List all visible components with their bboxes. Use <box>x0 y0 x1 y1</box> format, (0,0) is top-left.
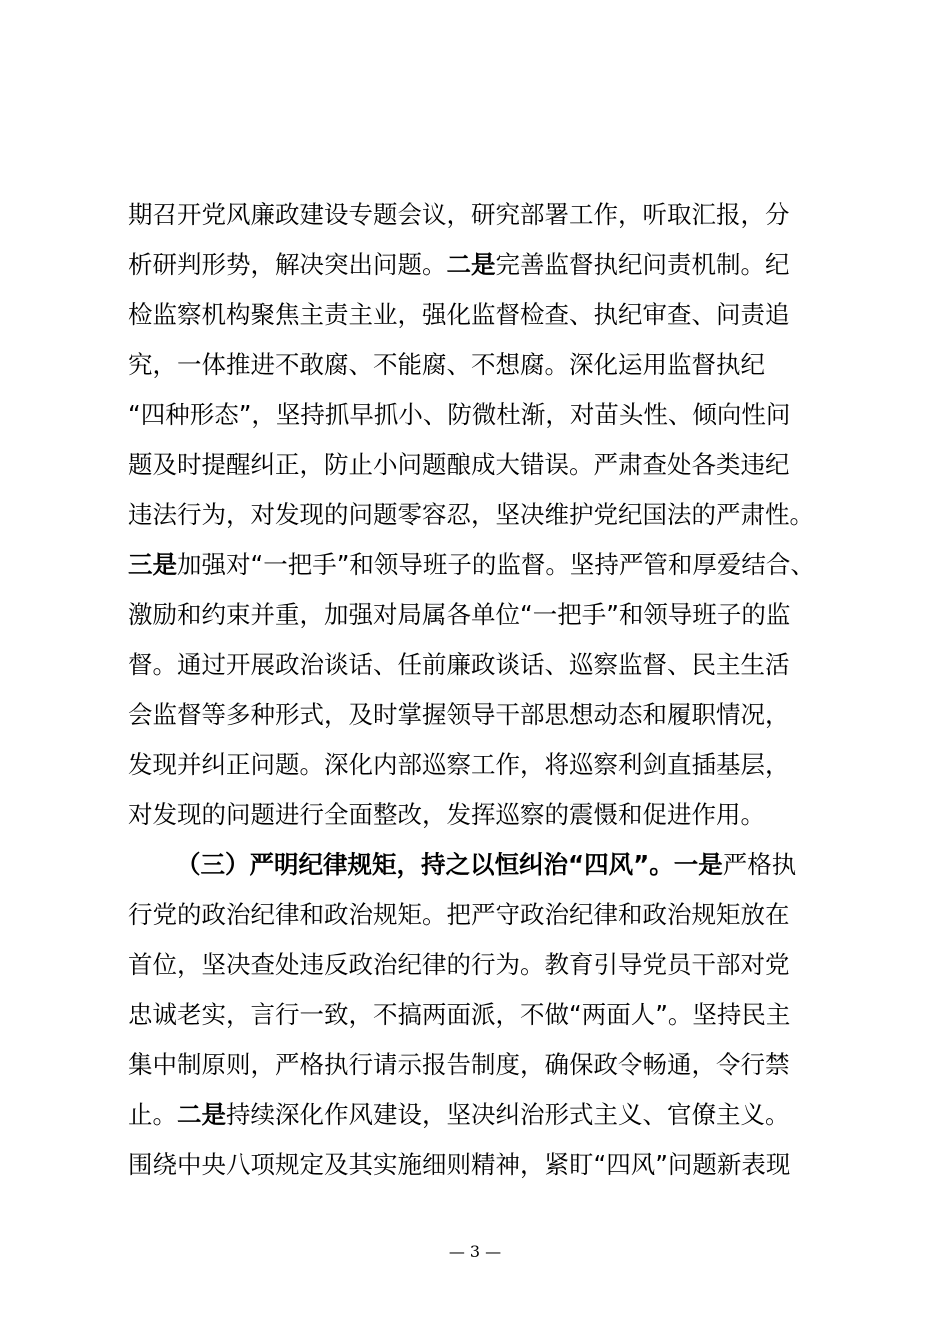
text-line <box>128 840 828 890</box>
text-line <box>128 1040 828 1090</box>
text-line <box>128 690 828 740</box>
text-run: 集中制原则，严格执行请示报告制度，确保政令畅通，令行禁 <box>128 1050 790 1079</box>
text-run: 对发现的问题进行全面整改，发挥巡察的震慑和促进作用。 <box>128 800 765 829</box>
text-run: 析研判形势，解决突出问题。 <box>128 250 447 279</box>
bold-text-run: 二是 <box>446 250 496 279</box>
text-run: 期召开党风廉政建设专题会议，研究部署工作，听取汇报，分 <box>128 200 790 229</box>
text-line <box>128 790 828 840</box>
text-line <box>128 990 828 1040</box>
text-run: 检监察机构聚焦主责主业，强化监督检查、执纪审查、问责追 <box>128 300 790 329</box>
text-line <box>128 540 828 590</box>
text-line <box>128 640 828 690</box>
bold-text-run: 二是 <box>177 1100 226 1129</box>
text-run: 忠诚老实，言行一致，不搞两面派，不做“两面人”。坚持民主 <box>128 1000 791 1029</box>
body-text <box>128 190 828 1190</box>
text-run: 督。通过开展政治谈话、任前廉政谈话、巡察监督、民主生活 <box>128 650 790 679</box>
text-run: 首位，坚决查处违反政治纪律的行为。教育引导党员干部对党 <box>128 950 790 979</box>
page-number: — 3 — <box>448 1242 502 1261</box>
text-run: 围绕中央八项规定及其实施细则精神，紧盯“四风”问题新表现 <box>128 1150 791 1179</box>
text-run: 激励和约束并重，加强对局属各单位“一把手”和领导班子的监 <box>128 600 791 629</box>
text-run: 加强对“一把手”和领导班子的监督。坚持严管和厚爱结合、 <box>177 550 815 579</box>
text-run: 发现并纠正问题。深化内部巡察工作，将巡察利剑直插基层， <box>128 750 790 779</box>
text-line <box>128 290 828 340</box>
text-line <box>128 240 828 290</box>
text-line <box>128 490 828 540</box>
text-run: 究，一体推进不敢腐、不能腐、不想腐。深化运用监督执纪 <box>128 350 765 379</box>
text-line <box>128 890 828 940</box>
text-line <box>128 1090 828 1140</box>
text-run: “四种形态”，坚持抓早抓小、防微杜渐，对苗头性、倾向性问 <box>128 400 791 429</box>
bold-text-run: 三是 <box>128 550 177 579</box>
text-run: 止。 <box>128 1100 177 1129</box>
text-line <box>128 340 828 390</box>
text-run: 完善监督执纪问责机制。纪 <box>495 250 790 279</box>
text-run: 行党的政治纪律和政治规矩。把严守政治纪律和政治规矩放在 <box>128 900 790 929</box>
text-line <box>128 740 828 790</box>
text-line <box>128 940 828 990</box>
text-line <box>128 1140 828 1190</box>
text-run: 违法行为，对发现的问题零容忍，坚决维护党纪国法的严肃性。 <box>128 500 814 529</box>
text-line <box>128 390 828 440</box>
text-run: 严格执 <box>722 850 797 879</box>
bold-text-run: （三）严明纪律规矩，持之以恒纠治“四风”。一是 <box>176 850 723 879</box>
text-line <box>128 590 828 640</box>
text-run: 持续深化作风建设，坚决纠治形式主义、官僚主义。 <box>226 1100 790 1129</box>
text-run: 会监督等多种形式，及时掌握领导干部思想动态和履职情况， <box>128 700 790 729</box>
text-run: 题及时提醒纠正，防止小问题酿成大错误。严肃查处各类违纪 <box>128 450 790 479</box>
text-line <box>128 440 828 490</box>
text-line <box>128 190 828 240</box>
